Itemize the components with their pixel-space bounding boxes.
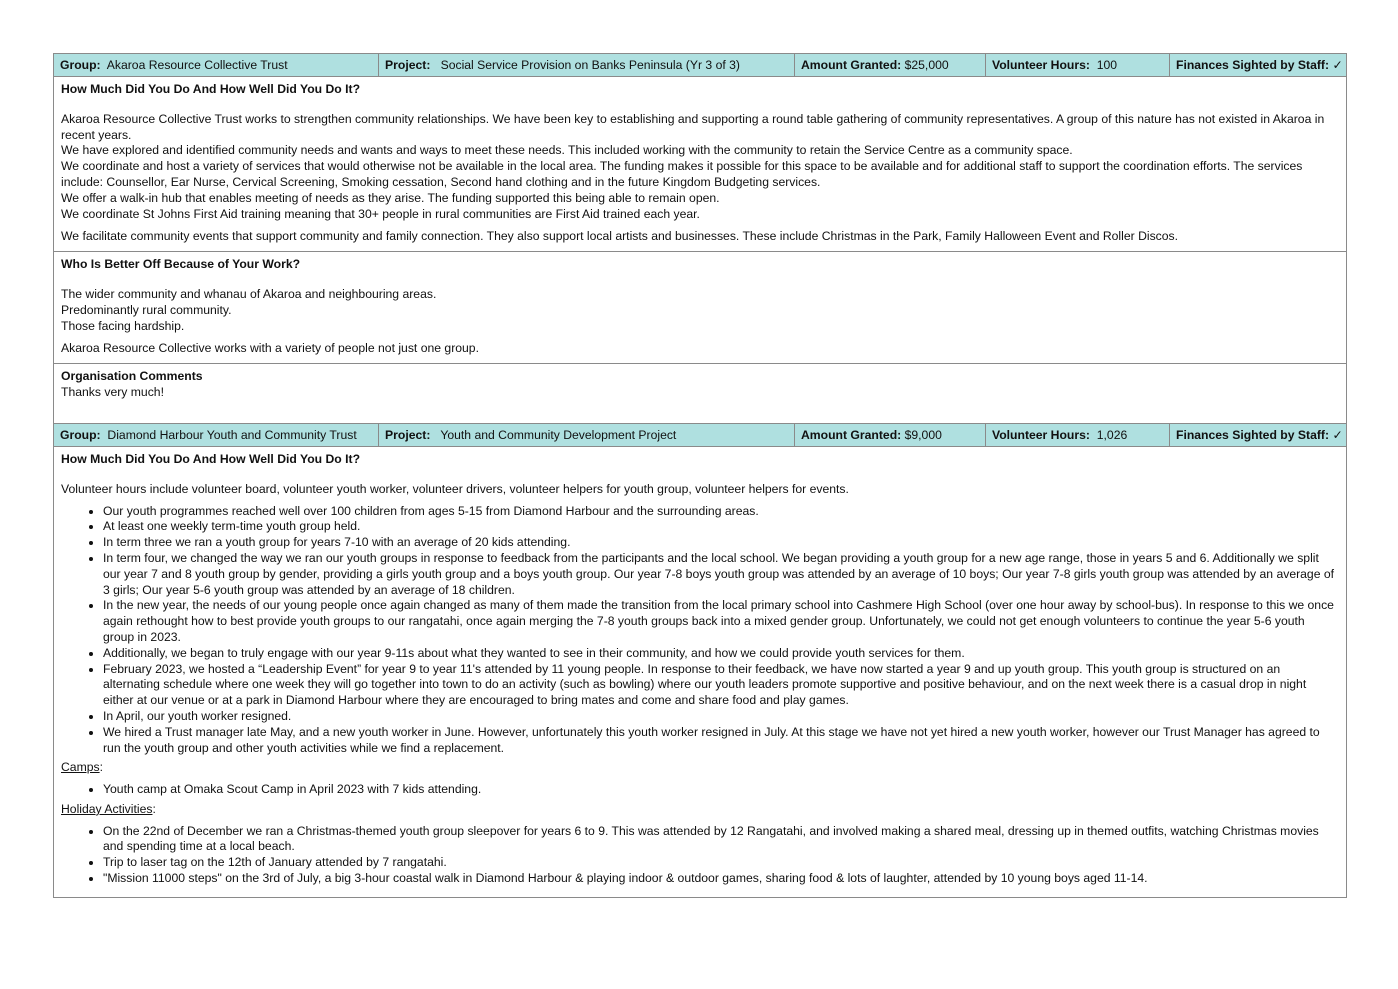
amount-label: Amount Granted: (801, 58, 902, 72)
camps-label: Camps: (61, 760, 103, 775)
paragraph: We coordinate and host a variety of services that would otherwise not be available in the local area. The funding makes it possible for this space to be available and for additional staff to support the coordination efforts. The services include: Counsellor, Ear Nurse, Cervical Screening, Smoking cessation, Second hand clothing and in the future Kingdom Budgeting services. (61, 159, 1303, 189)
amount-value: $25,000 (904, 58, 949, 72)
paragraph: We offer a walk-in hub that enables meeting of needs as they arise. The funding supported this being able to remain open. (61, 190, 720, 205)
paragraph: Akaroa Resource Collective Trust works to strengthen community relationships. We have been key to establishing and supporting a round table gathering of community representatives. A group of this nature has not existed in Akaroa in recent years. (61, 111, 1325, 142)
org-comments-heading: Organisation Comments (61, 369, 203, 384)
list-item: • Our youth programmes reached well over 100 children from ages 5-15 from Diamond Harbour and the surrounding areas. (103, 504, 1339, 520)
paragraph: Predominantly rural community. (61, 302, 232, 317)
group-cell (54, 423, 379, 446)
paragraph: Those facing hardship. (61, 318, 185, 333)
list-item: • In term four, we changed the way we ran our youth groups in response to feedback from the participants and the local school. We began providing a youth group for a new age range, those in years 5 and 6. Additionally we split our year 7 and 8 youth group by gender, providing a girls youth group and a boys youth group. Our year 7-8 boys youth group was attended by an average of 10 boys; Our year 7-8 girls youth group was attended by an average of 3 girls; Our year 5-6 youth group was attended by an average of 18 children. (103, 551, 1339, 598)
finances-label: Finances Sighted by Staff: (1176, 427, 1330, 442)
volunteer-hours-value: 1,026 (1096, 427, 1128, 442)
project-label: Project: (385, 58, 431, 72)
paragraph: The wider community and whanau of Akaroa and neighbouring areas. (61, 286, 437, 301)
check-icon: ✓ (1332, 58, 1343, 72)
activity-list (61, 504, 1339, 757)
who-better-heading: Who Is Better Off Because of Your Work? (61, 257, 301, 272)
project-cell (379, 423, 795, 446)
project-value: Youth and Community Development Project (440, 427, 677, 442)
grant-report-document (53, 53, 1346, 898)
how-much-row (54, 446, 1347, 897)
intro-paragraph: Volunteer hours include volunteer board, volunteer youth worker, volunteer drivers, volunteer helpers for youth group, volunteer helpers for events. (61, 481, 849, 496)
how-much-row (54, 77, 1347, 252)
list-item: • At least one weekly term-time youth group held. (103, 519, 1339, 535)
paragraph: We have explored and identified community needs and wants and ways to meet these needs. This included working with the community to retain the Service Centre as a community space. (61, 143, 1073, 158)
list-item: • In term three we ran a youth group for years 7-10 with an average of 20 kids attending. (103, 535, 1339, 551)
list-item: • We hired a Trust manager late May, and a new youth worker in June. However, unfortunately this youth worker resigned in July. At this stage we have not yet hired a new youth worker, however our Trust Manager has agreed to run the youth group and other youth activities while we find a replacement. (103, 725, 1339, 757)
how-much-section (54, 77, 1346, 251)
list-item: • Trip to laser tag on the 12th of January attended by 7 rangatahi. (103, 855, 1339, 871)
list-item: • On the 22nd of December we ran a Christmas-themed youth group sleepover for years 6 to 9. This was attended by 12 Rangatahi, and involved making a shared meal, dressing up in themed outfits, watching Christmas movies and spending time at a local beach. (103, 824, 1339, 856)
amount-cell (795, 423, 986, 446)
list-item: • In the new year, the needs of our young people once again changed as many of them made the transition from the local primary school into Cashmere High School (over one hour away by school-bus). In response to this we once again rethought how to best provide youth groups to our rangatahi, once again merging the 7-8 youth groups back into a mixed gender group. Unfortunately, we could not get enough volunteers to continue the year 5-6 youth group in 2023. (103, 598, 1339, 645)
how-much-section (54, 447, 1346, 897)
amount-cell (795, 54, 986, 77)
volunteer-hours-cell (986, 54, 1170, 77)
amount-label: Amount Granted: (801, 427, 902, 442)
org-comments-section (54, 364, 1346, 423)
org-comments-row (54, 364, 1347, 424)
finances-cell (1170, 54, 1347, 77)
list-item: • February 2023, we hosted a “Leadership Event” for year 9 to year 11's attended by 11 young people. In response to their feedback, we have now started a year 9 and up youth group. This youth group is structured on an alternating schedule where one week they will go together into town to do an activity (such as bowling) where our youth leaders promote supportive and positive behaviour, and on the next week there is a casual drop in night either at our venue or at a park in Diamond Harbour where they are encouraged to bring mates and come and share food and play games. (103, 662, 1339, 709)
holiday-activities-label: Holiday Activities: (61, 801, 156, 816)
group-label: Group: (60, 427, 101, 442)
group-value: Diamond Harbour Youth and Community Trust (107, 427, 357, 442)
camps-list (61, 782, 1339, 798)
finances-label: Finances Sighted by Staff: (1176, 58, 1330, 72)
volunteer-hours-cell (986, 423, 1170, 446)
list-item: • "Mission 11000 steps" on the 3rd of July, a big 3-hour coastal walk in Diamond Harbour & playing indoor & outdoor games, sharing food & lots of laughter, attended by 10 young boys aged 11-14. (103, 871, 1339, 887)
comment-text: Thanks very much! (61, 384, 164, 399)
volunteer-hours-label: Volunteer Hours: (992, 427, 1090, 442)
paragraph: We facilitate community events that support community and family connection. They also support local artists and businesses. These include Christmas in the Park, Family Halloween Event and Roller Discos. (61, 229, 1179, 244)
grant-record-akaroa (53, 53, 1347, 898)
project-label: Project: (385, 427, 431, 442)
list-item: • Youth camp at Omaka Scout Camp in April 2023 with 7 kids attending. (103, 782, 1339, 798)
paragraph: Akaroa Resource Collective works with a variety of people not just one group. (61, 341, 479, 356)
finances-cell (1170, 423, 1347, 446)
group-value: Akaroa Resource Collective Trust (106, 58, 288, 72)
who-better-section (54, 252, 1346, 363)
how-much-heading: How Much Did You Do And How Well Did You Do It? (61, 451, 361, 466)
volunteer-hours-value: 100 (1096, 58, 1118, 72)
holiday-list (61, 824, 1339, 887)
project-value: Social Service Provision on Banks Peninsula (Yr 3 of 3) (440, 58, 740, 72)
group-cell (54, 54, 379, 77)
group-label: Group: (60, 58, 101, 72)
record-header (54, 423, 1347, 446)
who-better-row (54, 252, 1347, 364)
volunteer-hours-label: Volunteer Hours: (992, 58, 1090, 72)
list-item: • Additionally, we began to truly engage with our year 9-11s about what they wanted to see in their community, and how we could provide youth services for them. (103, 646, 1339, 662)
list-item: • In April, our youth worker resigned. (103, 709, 1339, 725)
project-cell (379, 54, 795, 77)
record-header (54, 54, 1347, 77)
how-much-heading: How Much Did You Do And How Well Did You Do It? (61, 82, 361, 96)
amount-value: $9,000 (904, 427, 942, 442)
check-icon: ✓ (1332, 427, 1343, 442)
paragraph: We coordinate St Johns First Aid training meaning that 30+ people in rural communities are First Aid trained each year. (61, 206, 700, 221)
